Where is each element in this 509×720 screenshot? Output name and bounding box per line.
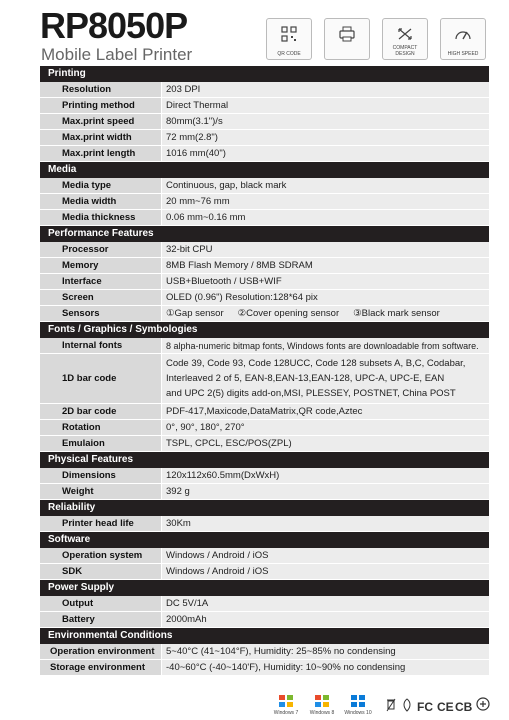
spec-value: 1016 mm(40") [161,146,489,161]
spec-value [161,354,489,403]
sensor-item: ①Gap sensor [166,308,224,319]
certification-mark-icon [476,697,490,711]
spec-row [40,354,489,404]
section-header-media: Media [40,162,489,178]
spec-row [40,130,489,146]
feature-qr-code [266,18,312,60]
spec-key: Media type [40,178,161,193]
cert-ce: CE [437,700,454,714]
spec-row [40,548,489,564]
spec-value: 0°, 90°, 180°, 270° [161,420,489,435]
os-label: Windows 8 [309,710,335,716]
section-header-environment: Environmental Conditions [40,628,489,644]
spec-key: Screen [40,290,161,305]
recycle-bin-icon [386,698,396,712]
spec-value: Windows / Android / iOS [161,548,489,563]
spec-value: 20 mm~76 mm [161,194,489,209]
spec-row [40,114,489,130]
spec-key: Interface [40,274,161,289]
os-badge-windows-8 [304,694,340,720]
section-header-power: Power Supply [40,580,489,596]
spec-row [40,210,489,226]
os-label: Windows 10 [344,710,372,716]
sensor-item: ③Black mark sensor [353,308,440,319]
printer-icon [338,26,356,42]
compact-design-icon [396,26,414,42]
windows-8-logo-icon [314,694,330,708]
spec-key: Dimensions [40,468,161,483]
spec-key: Operation system [40,548,161,563]
spec-value: 32-bit CPU [161,242,489,257]
spec-row [40,516,489,532]
feature-label: COMPACT DESIGN [392,45,418,57]
spec-row [40,178,489,194]
feature-label: HIGH SPEED [447,51,479,57]
spec-value: 0.06 mm~0.16 mm [161,210,489,225]
spec-row [40,420,489,436]
spec-key: Max.print width [40,130,161,145]
spec-value: 80mm(3.1")/s [161,114,489,129]
spec-key: Storage environment [40,660,161,675]
spec-row [40,564,489,580]
spec-key: Printer head life [40,516,161,531]
spec-row [40,242,489,258]
high-speed-icon [454,26,472,42]
spec-row [40,484,489,500]
header [0,0,509,66]
spec-key: Max.print speed [40,114,161,129]
spec-row [40,612,489,628]
spec-key: Operation environment [40,644,161,659]
spec-key: Media width [40,194,161,209]
spec-value: 72 mm(2.8") [161,130,489,145]
rohs-icon [401,698,413,712]
spec-key: Sensors [40,306,161,321]
spec-row [40,468,489,484]
spec-value: DC 5V/1A [161,596,489,611]
spec-value: 8MB Flash Memory / 8MB SDRAM [161,258,489,273]
spec-key: Media thickness [40,210,161,225]
barcode-line: and UPC 2(5) digits add-on,MSI, PLESSEY, POSTNET, China POST [166,388,456,399]
section-header-fonts: Fonts / Graphics / Symbologies [40,322,489,338]
spec-row [40,274,489,290]
spec-value: Windows / Android / iOS [161,564,489,579]
product-subtitle: Mobile Label Printer [41,45,193,64]
spec-row [40,194,489,210]
spec-key: Rotation [40,420,161,435]
spec-value: 8 alpha-numeric bitmap fonts, Windows fonts are downloadable from software. [161,338,489,353]
spec-key: Internal fonts [40,338,161,353]
spec-value: TSPL, CPCL, ESC/POS(ZPL) [161,436,489,451]
spec-row [40,146,489,162]
product-title: RP8050P [40,5,188,46]
spec-key: Max.print length [40,146,161,161]
spec-value: Continuous, gap, black mark [161,178,489,193]
spec-row [40,258,489,274]
os-badge-windows-10 [340,694,376,720]
spec-value: 2000mAh [161,612,489,627]
footer [0,690,509,720]
barcode-line: Interleaved 2 of 5, EAN-8,EAN-13,EAN-128, UPC-A, UPC-E, EAN [166,373,445,384]
spec-value: OLED (0.96") Resolution:128*64 pix [161,290,489,305]
spec-value: 120x112x60.5mm(DxWxH) [161,468,489,483]
spec-key: SDK [40,564,161,579]
spec-value: PDF-417,Maxicode,DataMatrix,QR code,Aztec [161,404,489,419]
windows-10-logo-icon [350,694,366,708]
spec-key: Output [40,596,161,611]
spec-row [40,436,489,452]
os-label: Windows 7 [273,710,299,716]
section-header-software: Software [40,532,489,548]
spec-key: Emulaion [40,436,161,451]
spec-value: 30Km [161,516,489,531]
cert-cb: CB [455,700,473,714]
spec-row [40,290,489,306]
spec-key: Printing method [40,98,161,113]
spec-value: 5~40°C (41~104°F), Humidity: 25~85% no condensing [161,644,489,659]
section-header-performance: Performance Features [40,226,489,242]
spec-key: 2D bar code [40,404,161,419]
qr-code-icon [280,26,298,42]
spec-key: 1D bar code [40,354,161,403]
spec-row [40,596,489,612]
spec-row [40,404,489,420]
spec-key: Battery [40,612,161,627]
spec-row [40,306,489,322]
spec-row [40,644,489,660]
spec-key: Weight [40,484,161,499]
section-header-reliability: Reliability [40,500,489,516]
spec-key: Memory [40,258,161,273]
feature-label: QR CODE [277,51,301,57]
barcode-line: Code 39, Code 93, Code 128UCC, Code 128 subsets A, B,C, Codabar, [166,358,466,369]
spec-row [40,82,489,98]
feature-printer [324,18,370,60]
cert-fc: FC [417,700,433,714]
spec-row [40,98,489,114]
spec-value: 203 DPI [161,82,489,97]
section-header-printing: Printing [40,66,489,82]
spec-key: Processor [40,242,161,257]
spec-row [40,338,489,354]
spec-value [161,306,489,321]
spec-key: Resolution [40,82,161,97]
os-badge-windows-7 [268,694,304,720]
spec-value: Direct Thermal [161,98,489,113]
sensor-item: ②Cover opening sensor [237,308,340,319]
spec-value: 392 g [161,484,489,499]
spec-value: -40~60°C (-40~140'F), Humidity: 10~90% no condensing [161,660,489,675]
spec-row [40,660,489,676]
spec-value: USB+Bluetooth / USB+WIF [161,274,489,289]
feature-compact-design [382,18,428,60]
spec-table [40,66,489,676]
section-header-physical: Physical Features [40,452,489,468]
windows-7-logo-icon [278,694,294,708]
feature-high-speed [440,18,486,60]
